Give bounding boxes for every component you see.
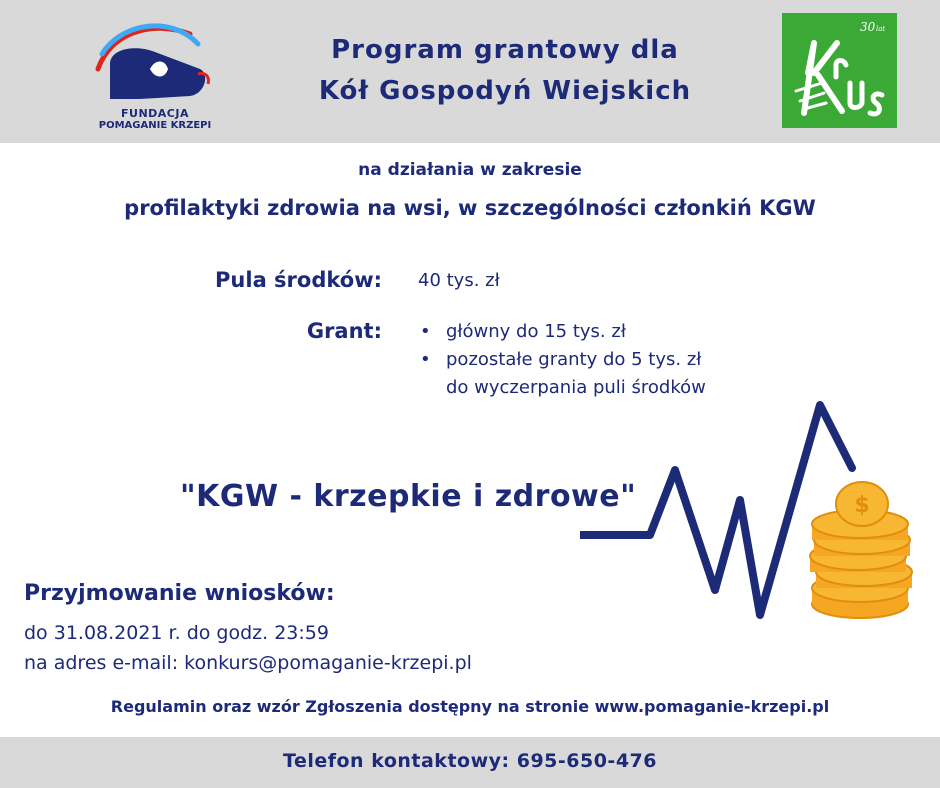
acceptance-email: na adres e-mail: konkurs@pomaganie-krzepi.pl [24,652,472,674]
pool-value: 40 tys. zł [418,270,500,291]
grant-item-continuation: do wyczerpania puli środków [446,377,706,398]
intro-main-text: profilaktyki zdrowia na wsi, w szczególności członkiń KGW [124,196,816,220]
foundation-logo-line1: FUNDACJA [121,107,189,120]
title-line1: Program grantowy dla [331,35,679,65]
krus-30-lat-logo-icon [782,13,897,128]
grant-item-other [418,346,706,374]
foundation-logo [80,14,230,136]
bullet-icon: • [420,321,431,342]
page-title [250,30,760,112]
bullet-icon: • [420,349,431,370]
pool-label: Pula środków: [215,268,382,292]
grant-label: Grant: [306,319,382,343]
grant-item-main [418,318,706,346]
grant-item-main-text: główny do 15 tys. zł [446,321,626,342]
title-line2: Kół Gospodyń Wiejskich [318,76,692,106]
grant-item-other-text: pozostałe granty do 5 tys. zł [446,349,702,370]
slogan: "KGW - krzepkie i zdrowe" [180,479,637,514]
foundation-logo-line2: POMAGANIE KRZEPI [98,120,212,131]
svg-text:lat: lat [876,25,886,33]
acceptance-title: Przyjmowanie wniosków: [24,581,335,606]
gold-coins-stack-icon [800,476,920,621]
svg-text:30: 30 [860,20,876,34]
regulations-note: Regulamin oraz wzór Zgłoszenia dostępny na stronie www.pomaganie-krzepi.pl [110,697,830,716]
krus-logo [782,13,897,128]
intro-small-text: na działania w zakresie [358,160,582,180]
fundacja-logo-icon [80,14,230,109]
acceptance-deadline: do 31.08.2021 r. do godz. 23:59 [24,622,329,644]
svg-text:$: $ [854,493,870,518]
contact-phone: Telefon kontaktowy: 695-650-476 [283,750,657,772]
